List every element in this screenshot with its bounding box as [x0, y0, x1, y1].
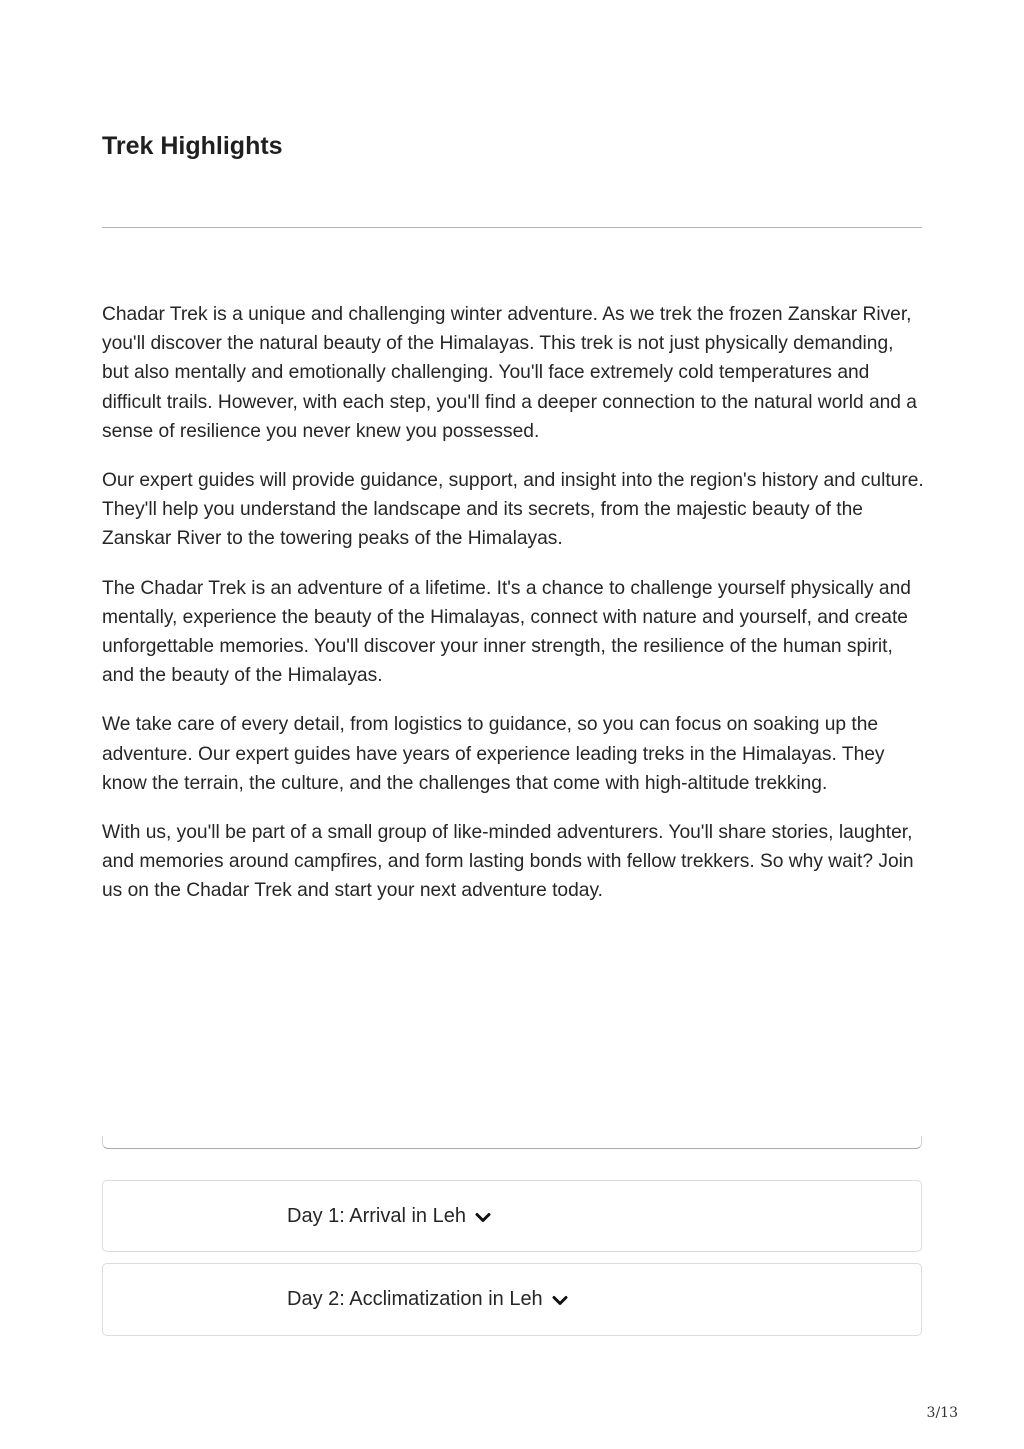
- paragraph-intro: Chadar Trek is a unique and challenging winter adventure. As we trek the frozen Zanskar River, you'll discover the natural beauty of the Himalayas. This trek is not just physically demanding, but also mentally and emotionally challenging. You'll face extremely cold temperatures and difficult trails. However, with each step, you'll find a deeper connection to the natural world and a sense of resilience you never knew you possessed.: [102, 304, 917, 442]
- page-title: Trek Highlights: [102, 132, 283, 160]
- paragraph-adventure: The Chadar Trek is an adventure of a lifetime. It's a chance to challenge yourself physically and mentally, experience the beauty of the Himalayas, connect with nature and yourself, and create unforgettable memories. You'll discover your inner strength, the resilience of the human spirit, and the beauty of the Himalayas.: [102, 577, 911, 687]
- section-bottom-border: [102, 1136, 922, 1149]
- section-divider: [102, 227, 922, 228]
- paragraph-logistics: We take care of every detail, from logistics to guidance, so you can focus on soaking up the adventure. Our expert guides have years of experience leading treks in the Himalayas. They know the terrain, the culture, and the challenges that come with high-altitude trekking.: [102, 714, 885, 794]
- trek-description: [102, 300, 924, 926]
- paragraph-group: With us, you'll be part of a small group of like-minded adventurers. You'll share stories, laughter, and memories around campfires, and form lasting bonds with fellow trekkers. So why wait? Join us on the Chadar Trek and start your next adventure today.: [102, 822, 914, 902]
- accordion-day-1-header[interactable]: [287, 1203, 491, 1229]
- accordion-day-2-label: Day 2: Acclimatization in Leh: [287, 1288, 543, 1310]
- paragraph-guides: Our expert guides will provide guidance, support, and insight into the region's history and culture. They'll help you understand the landscape and its secrets, from the majestic beauty of the Zanskar River to the towering peaks of the Himalayas.: [102, 470, 924, 550]
- page-number: 3/13: [926, 1405, 958, 1421]
- accordion-day-2-header[interactable]: [287, 1286, 568, 1312]
- accordion-day-1[interactable]: [102, 1180, 922, 1252]
- accordion-day-2[interactable]: [102, 1263, 922, 1336]
- chevron-down-icon[interactable]: [552, 1295, 568, 1307]
- chevron-down-icon[interactable]: [475, 1212, 491, 1224]
- accordion-day-1-label: Day 1: Arrival in Leh: [287, 1205, 466, 1227]
